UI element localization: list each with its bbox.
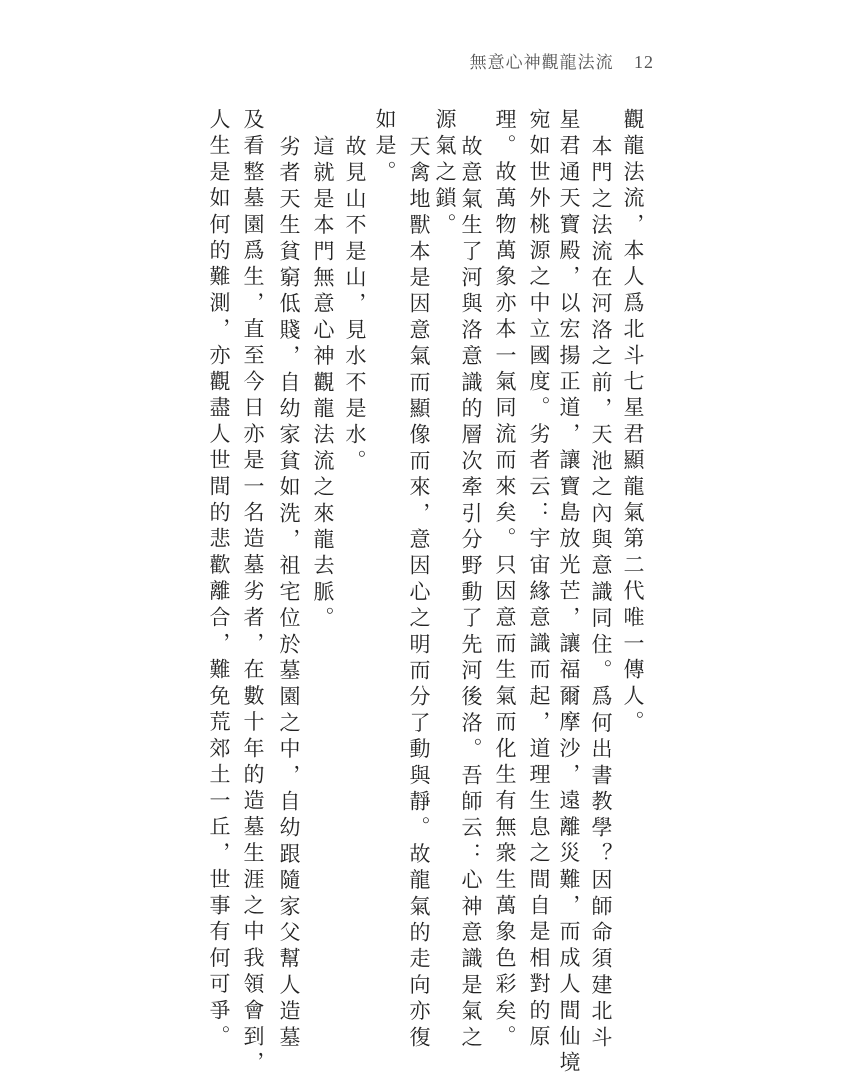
text-column: 人生是如何的難測，亦觀盡人世間的悲歡離合，難免荒郊土一丘，世事有何可爭。 — [207, 108, 231, 1052]
running-header — [470, 48, 654, 73]
text-column: 故見山不是山，見水不是水。 — [343, 135, 367, 476]
text-column: 劣者天生貧窮低賤，自幼家貧如洗，祖宅位於墓園之中，自幼跟隨家父幫人造墓 — [277, 135, 301, 1052]
text-column: 本門之法流在河洛之前，天池之內與意識同住。爲何出書教學？因師命須建北斗 — [589, 135, 613, 1052]
text-column: 源氣之鎖。 — [433, 108, 457, 239]
page-number: 12 — [634, 52, 654, 72]
text-column: 如是。 — [373, 108, 397, 187]
running-title: 無意心神觀龍法流 — [469, 53, 614, 73]
text-column: 理。故萬物萬象亦本一氣同流而來矣。只因意而生氣而化生有無衆生萬象色彩矣。 — [493, 108, 517, 1052]
text-column: 及看整墓園爲生，直至今日亦是一名造墓劣者，在數十年的造墓生涯之中我領會到， — [241, 108, 265, 1077]
text-column: 故意氣生了河與洛意識的層次牽引分野動了先河後洛。吾師云：心神意識是氣之 — [459, 135, 483, 1052]
text-column: 宛如世外桃源之中立國度。劣者云：宇宙緣意識而起，道理生息之間自是相對的原 — [527, 108, 551, 1052]
vertical-text-body — [0, 108, 850, 1077]
text-column: 天禽地獸本是因意氣而顯像而來，意因心之明而分了動與靜。故龍氣的走向亦復 — [407, 135, 431, 1052]
text-column: 觀龍法流，本人爲北斗七星君顯龍氣第二代唯一傳人。 — [621, 108, 645, 737]
text-column: 星君通天寶殿，以宏揚正道，讓寶島放光芒，讓福爾摩沙，遠離災難，而成人間仙境 — [557, 108, 581, 1077]
text-column: 這就是本門無意心神觀龍法流之來龍去脈。 — [311, 135, 335, 633]
